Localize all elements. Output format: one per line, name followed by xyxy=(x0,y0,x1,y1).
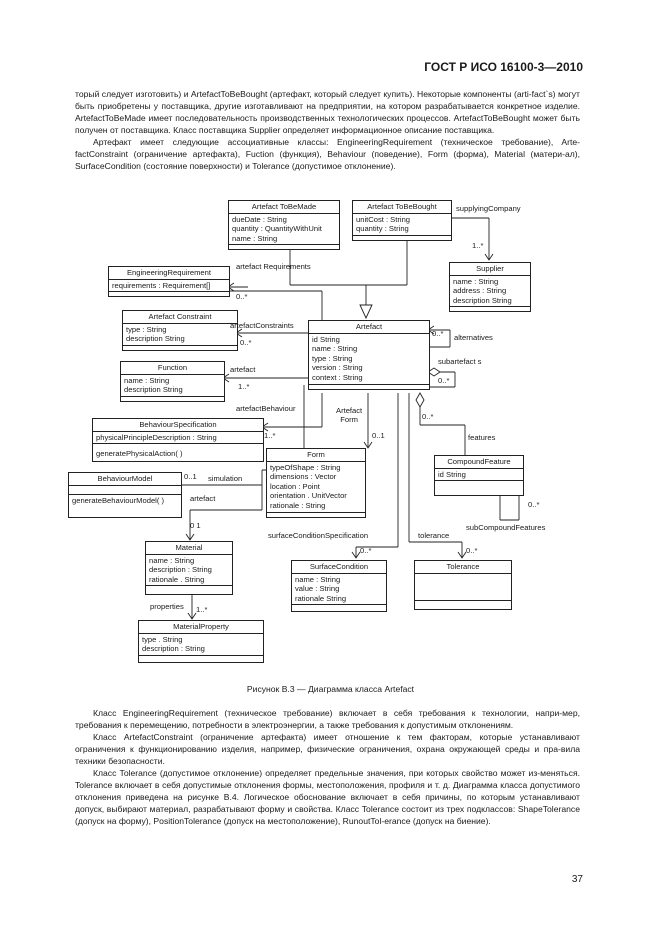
class-name: BehaviourModel xyxy=(69,473,181,486)
class-name: EngineeringRequirement xyxy=(109,267,229,280)
class-operations xyxy=(139,656,263,662)
attribute: type : String xyxy=(126,324,167,334)
body-paragraph: Класс Tolerance (допустимое отклонение) определяет предельные значения, при которых свойство может из-меняться. Tolerance включает в себя допустимые отклонения формы, местоположения, профиля и т. д. Диаграмма класса допустимого отклонения приведена на рисунке В.4. Логическое обоснование включает в себя причины, по которым устанавливают допуск, выбирают материал, разрабатывают форму и свойства. Класс Tolerance состоит из трех подклассов: ShapeTolerance (допуск на форму), PositionTolerance (допуск на местоположение), RunoutTol-erance (допуск на биение). xyxy=(75,768,580,826)
intro-paragraph: Артефакт имеет следующие ассоциативные классы: EngineeringRequirement (техническое требование), Arte-factConstraint (ограничение артефакта), Fuction (функция), Behaviour (поведение), Form (форма), Material (матери-ал), SurfaceCondition (состояние поверхности) и Tolerance (допустимое отклонение). xyxy=(75,137,580,171)
class-attributes xyxy=(435,469,523,482)
label-simulation: simulation xyxy=(208,474,243,483)
label-supplying-company: supplyingCompany xyxy=(456,204,521,213)
class-artefact xyxy=(308,320,430,390)
class-supplier xyxy=(449,262,531,312)
class-name: Artefact Constraint xyxy=(123,311,237,324)
attribute: type : String xyxy=(312,353,353,363)
page-number: 37 xyxy=(571,874,583,885)
label-sub-compound-features: subCompoundFeatures xyxy=(466,523,546,532)
multiplicity: 1..* xyxy=(472,241,484,250)
multiplicity: 0..* xyxy=(422,412,434,421)
class-attributes xyxy=(415,574,511,601)
class-attributes xyxy=(139,634,263,656)
class-operations xyxy=(267,513,365,517)
multiplicity: 0..* xyxy=(528,500,540,509)
attribute: location : Point xyxy=(270,481,320,491)
class-attributes xyxy=(69,486,181,495)
attribute: description String xyxy=(453,295,512,305)
attribute: rationale String xyxy=(295,593,347,603)
class-operations xyxy=(121,397,224,401)
class-behaviour-model xyxy=(68,472,182,518)
class-operations xyxy=(146,586,232,594)
class-operations xyxy=(435,481,523,495)
class-attributes xyxy=(93,432,263,445)
class-attributes xyxy=(109,280,229,293)
class-behaviour-specification xyxy=(92,418,264,462)
attribute: name : String xyxy=(295,574,341,584)
attribute: description String xyxy=(126,334,185,344)
attribute: orientation . UnitVector xyxy=(270,491,347,501)
attribute: physicalPrincipleDescription : String xyxy=(96,432,217,442)
multiplicity: 0 1 xyxy=(190,521,201,530)
class-operations xyxy=(450,307,530,311)
multiplicity: 0..1 xyxy=(372,431,385,440)
class-name: Supplier xyxy=(450,263,530,276)
class-artefact-to-be-bought xyxy=(352,200,452,241)
attribute: name : String xyxy=(312,344,358,354)
attribute: address : String xyxy=(453,286,507,296)
multiplicity: 0..* xyxy=(360,546,372,555)
class-name: MaterialProperty xyxy=(139,621,263,634)
document-header: ГОСТ Р ИСО 16100-3—2010 xyxy=(424,60,583,74)
attribute: rationale . String xyxy=(149,574,205,584)
attribute: rationale : String xyxy=(270,500,326,510)
multiplicity: 0..* xyxy=(466,546,478,555)
class-surface-condition xyxy=(291,560,387,612)
class-operations xyxy=(229,245,339,249)
intro-paragraph: торый следует изготовить) и ArtefactToBeBought (артефакт, который следует купить). Некоторые компоненты (arti-fact`s) могут быть приобретены у поставщика, другие изготавливают на предприятии, на котором разрабатывается конкретное изделие. ArtefactToBeMade имеет последовательность производственных технологических процессов. ArtefactToBeBought может быть получен от поставщика. Класс поставщика Supplier определяет информационное описание поставщика. xyxy=(75,89,580,135)
label-alternatives: alternatives xyxy=(454,333,493,342)
label-properties: properties xyxy=(150,602,184,611)
class-attributes xyxy=(450,276,530,308)
attribute: value : String xyxy=(295,584,340,594)
class-artefact-to-be-made xyxy=(228,200,340,250)
class-name: Material xyxy=(146,542,232,555)
operation: generatePhysicalAction( ) xyxy=(96,449,183,459)
attribute: typeOfShape : String xyxy=(270,462,341,472)
multiplicity: 0..* xyxy=(432,329,444,338)
attribute: quantity : String xyxy=(356,224,409,234)
body-paragraph: Класс EngineeringRequirement (техническое требование) включает в себя требования к технологии, напри-мер, требования к перемещению, потребности в электроэнергии, а также требования к допустимым отклонениям. xyxy=(75,708,580,730)
multiplicity: 1..* xyxy=(238,382,250,391)
label-artefact-behaviour: artefactBehaviour xyxy=(236,404,296,413)
class-operations xyxy=(93,444,263,461)
class-tolerance xyxy=(414,560,512,610)
attribute: quantity : QuantityWithUnit xyxy=(232,224,322,234)
attribute: id String xyxy=(438,469,466,479)
class-attributes xyxy=(121,375,224,397)
attribute: dueDate : String xyxy=(232,214,287,224)
label-artefact-form: Artefact Form xyxy=(336,406,363,424)
multiplicity: 1..* xyxy=(264,431,276,440)
body-text xyxy=(75,707,580,827)
attribute: description : String xyxy=(142,644,205,654)
class-function xyxy=(120,361,225,402)
class-attributes xyxy=(229,214,339,246)
label-features: features xyxy=(468,433,496,442)
label-subartefacts: subartefact s xyxy=(438,357,482,366)
class-operations xyxy=(69,495,181,518)
class-attributes xyxy=(353,214,451,236)
attribute: name : String xyxy=(149,555,195,565)
multiplicity: 1..* xyxy=(196,605,208,614)
label-tolerance: tolerance xyxy=(418,531,450,540)
class-compound-feature xyxy=(434,455,524,496)
attribute: version : String xyxy=(312,363,363,373)
class-name: Function xyxy=(121,362,224,375)
class-name: Form xyxy=(267,449,365,462)
attribute: context : String xyxy=(312,372,363,382)
class-operations xyxy=(353,236,451,240)
attribute: name : String xyxy=(232,233,278,243)
class-operations xyxy=(309,385,429,389)
class-material-property xyxy=(138,620,264,663)
class-form xyxy=(266,448,366,518)
class-name: Tolerance xyxy=(415,561,511,574)
attribute: name : String xyxy=(124,375,170,385)
attribute: name : String xyxy=(453,276,499,286)
class-attributes xyxy=(146,555,232,587)
class-artefact-constraint xyxy=(122,310,238,351)
multiplicity: 0..1 xyxy=(184,472,197,481)
class-attributes xyxy=(309,334,429,385)
label-surface-condition-specification: surfaceConditionSpecification xyxy=(268,531,369,540)
class-attributes xyxy=(292,574,386,606)
class-engineering-requirement xyxy=(108,266,230,297)
class-operations xyxy=(292,605,386,611)
label-artefact-function: artefact xyxy=(230,365,256,374)
operation: generateBehaviourModel( ) xyxy=(72,495,165,505)
attribute: description String xyxy=(124,385,183,395)
class-operations xyxy=(109,292,229,296)
class-name: BehaviourSpecification xyxy=(93,419,263,432)
figure-caption: Рисунок В.3 — Диаграмма класса Artefact xyxy=(246,684,415,694)
attribute: description : String xyxy=(149,565,212,575)
label-artefact-constraints: artefactConstraints xyxy=(230,321,294,330)
label-artefact-requirements: artefact Requirements xyxy=(236,262,311,271)
class-operations xyxy=(415,601,511,609)
class-material xyxy=(145,541,233,595)
attribute: dimensions : Vector xyxy=(270,472,337,482)
attribute: unitCost : String xyxy=(356,214,411,224)
body-paragraph: Класс ArtefactConstraint (ограничение артефакта) имеет отношение к тем факторам, которые устанавливают ограничения к функционированию изделия, например, физические ограничения, охрана окружающей среды и пра-вила техники безопасности. xyxy=(75,732,580,766)
label-artefact-material: artefact xyxy=(190,494,216,503)
class-attributes xyxy=(267,462,365,513)
class-name: Artefact ToBeMade xyxy=(229,201,339,214)
class-name: Artefact xyxy=(309,321,429,334)
multiplicity: 0..* xyxy=(438,376,450,385)
attribute: requirements : Requirement[] xyxy=(112,280,211,290)
class-operations xyxy=(123,346,237,350)
multiplicity: 0..* xyxy=(236,292,248,301)
attribute: type . String xyxy=(142,634,183,644)
class-name: SurfaceCondition xyxy=(292,561,386,574)
attribute: id String xyxy=(312,334,340,344)
multiplicity: 0..* xyxy=(240,338,252,347)
class-name: Artefact ToBeBought xyxy=(353,201,451,214)
class-name: CompoundFeature xyxy=(435,456,523,469)
class-attributes xyxy=(123,324,237,346)
